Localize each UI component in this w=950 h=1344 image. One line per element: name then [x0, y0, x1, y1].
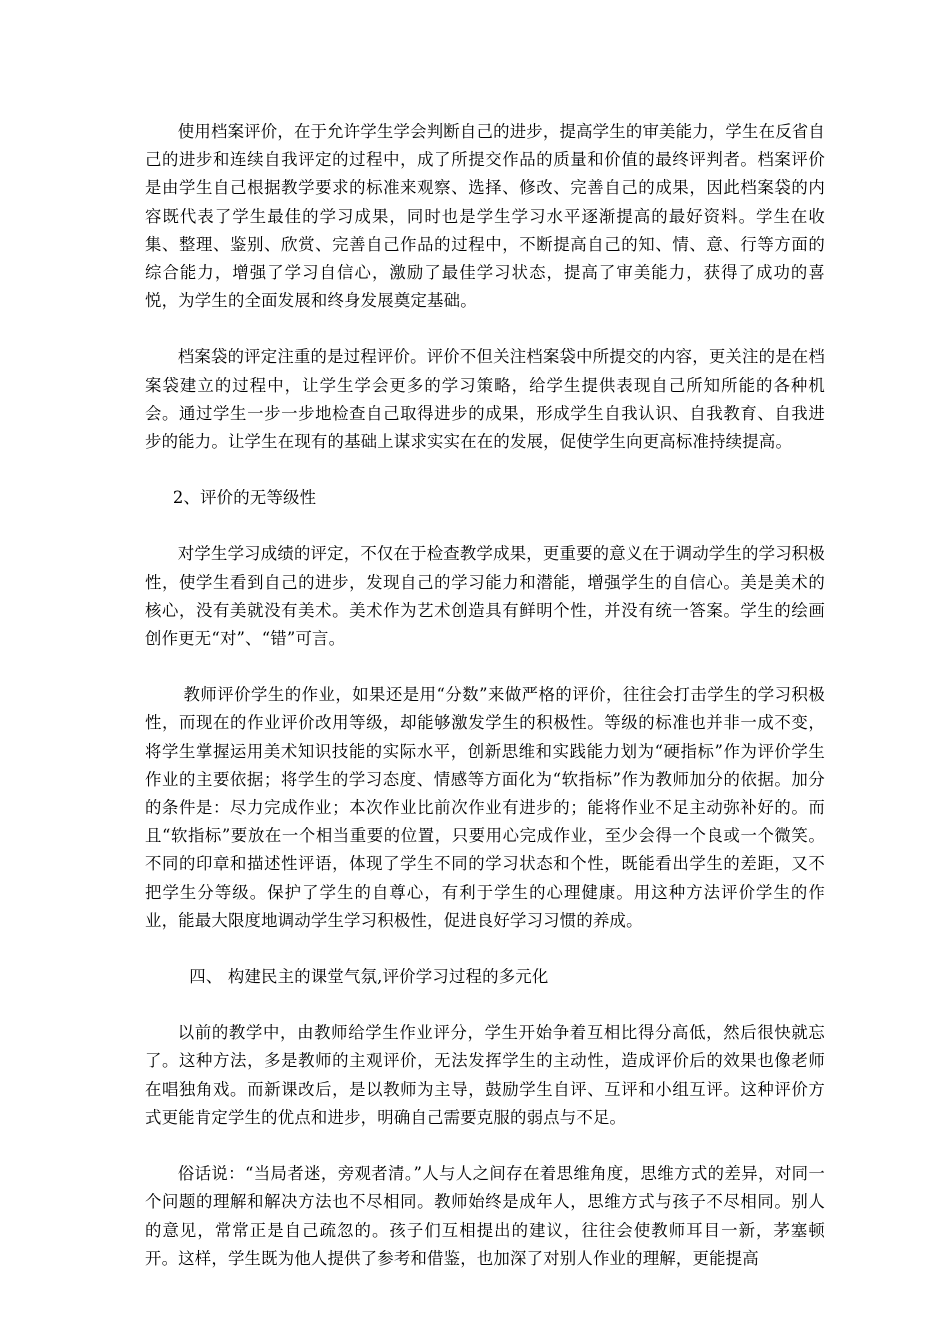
document-body [145, 118, 825, 1301]
paragraph-past-teaching: 以前的教学中，由教师给学生作业评分，学生开始争着互相比得分高低，然后很快就忘了。这种方法，多是教师的主观评价，无法发挥学生的主动性，造成评价后的效果也像老师在唱独角戏。而新课改后，是以教师为主导，鼓励学生自评、互评和小组互评。这种评价方式更能肯定学生的优点和进步，明确自己需要克服的弱点与不足。 [145, 1023, 825, 1127]
paragraph-portfolio-evaluation: 使用档案评价，在于允许学生学会判断自己的进步，提高学生的审美能力，学生在反省自己的进步和连续自我评定的过程中，成了所提交作品的质量和价值的最终评判者。档案评价是由学生自己根据教学要求的标准来观察、选择、修改、完善自己的成果，因此档案袋的内容既代表了学生最佳的学习成果，同时也是学生学习水平逐渐提高的最好资料。学生在收集、整理、鉴别、欣赏、完善自己作品的过程中，不断提高自己的知、情、意、行等方面的综合能力，增强了学习自信心，激励了最佳学习状态，提高了审美能力，获得了成功的喜悦，为学生的全面发展和终身发展奠定基础。 [145, 122, 825, 311]
section-heading-no-grading: 2、评价的无等级性 [172, 488, 317, 508]
paragraph-process-evaluation: 档案袋的评定注重的是过程评价。评价不但关注档案袋中所提交的内容，更关注的是在档案袋建立的过程中，让学生学会更多的学习策略，给学生提供表现自己所知所能的各种机会。通过学生一步一步地检查自己取得进步的成果，形成学生自我认识、自我教育、自我进步的能力。让学生在现有的基础上谋求实实在在的发展，促使学生向更高标准持续提高。 [145, 347, 825, 452]
section-heading-democratic-classroom: 四、 构建民主的课堂气氛,评价学习过程的多元化 [189, 967, 549, 987]
paragraph-proverb: 俗话说：“当局者迷，旁观者清。”人与人之间存在着思维角度，思维方式的差异，对同一个问题的理解和解决方法也不尽相同。教师始终是成年人，思维方式与孩子不尽相同。别人的意见，常常正是自己疏忽的。孩子们互相提出的建议，往往会使教师耳目一新，茅塞顿开。这样，学生既为他人提供了参考和借鉴，也加深了对别人作业的理解，更能提高 [145, 1164, 825, 1268]
paragraph-grade-assessment: 对学生学习成绩的评定，不仅在于检查教学成果，更重要的意义在于调动学生的学习积极性，使学生看到自己的进步，发现自己的学习能力和潜能，增强学生的自信心。美是美术的核心，没有美就没有美术。美术作为艺术创造具有鲜明个性，并没有统一答案。学生的绘画创作更无“对”、“错”可言。 [145, 544, 825, 649]
paragraph-teacher-grading: 教师评价学生的作业，如果还是用“分数”来做严格的评价，往往会打击学生的学习积极性，而现在的作业评价改用等级，却能够激发学生的积极性。等级的标准也并非一成不变，将学生掌握运用美术知识技能的实际水平，创新思维和实践能力划为“硬指标”作为评价学生作业的主要依据；将学生的学习态度、情感等方面化为“软指标”作为教师加分的依据。加分的条件是：尽力完成作业；本次作业比前次作业有进步的；能将作业不足主动弥补好的。而且“软指标”要放在一个相当重要的位置，只要用心完成作业，至少会得一个良或一个微笑。不同的印章和描述性评语，体现了学生不同的学习状态和个性，既能看出学生的差距，又不把学生分等级。保护了学生的自尊心，有利于学生的心理健康。用这种方法评价学生的作业，能最大限度地调动学生学习积极性，促进良好学习习惯的养成。 [145, 685, 825, 930]
